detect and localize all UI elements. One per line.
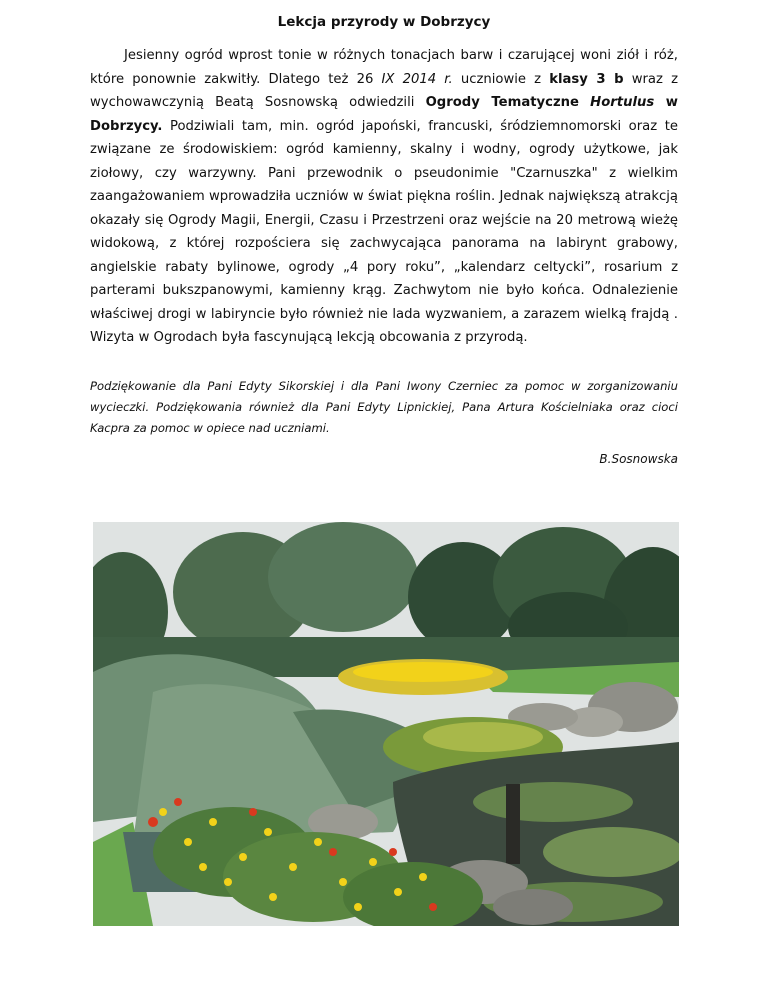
trip-date: IX 2014 r.: [381, 71, 453, 87]
document-title: Lekcja przyrody w Dobrzycy: [277, 14, 491, 30]
text-run: Jesienny ogród wprost tonie w różnych tonacjach barw i czarującej woni ziół i róż, które ponownie zakwitły. Dlatego też 26: [90, 48, 678, 87]
class-name: klasy 3 b: [549, 71, 624, 87]
text-run: [579, 95, 590, 110]
article-body: [90, 44, 678, 350]
author-signature: B.Sosnowska: [599, 452, 678, 466]
location-name: w Dobrzycy.: [90, 95, 678, 134]
text-run: Podziwiali tam, min. ogród japoński, francuski, śródziemnomorski oraz te związane ze środowiskiem: ogród kamienny, skalny i wodny, ogrody użytkowe, jak ziołowy, czy warzywny. Pani przewodnik o pseudonimie "Czarnuszka" z wielkim zaangażowaniem wprowadziła uczniów w świat piękna roślin. Jednak największą atrakcją okazały się Ogrody Magii, Energii, Czasu i Przestrzeni oraz wejście na 20 metrową wieżę widokową, z której rozpościera się zachwycająca panorama na labirynt grabowy, angielskie rabaty bylinowe, ogrody „4 pory roku”, „kalendarz celtycki”, rosarium z parterami bukszpanowymi, kamienny krąg. Zachwytom nie było końca. Odnalezienie właściwej drogi w labiryncie było również nie lada wyzwaniem, a zarazem wielką frajdą . Wizyta w Ogrodach była fascynującą lekcją obcowania z przyrodą.: [90, 118, 678, 345]
gardens-name: Ogrody Tematyczne: [425, 95, 579, 110]
text-run: wraz z wychowawczynią Beatą Sosnowską odwiedzili: [90, 71, 678, 110]
garden-photo: [93, 522, 679, 926]
article-paragraph: [90, 44, 678, 350]
text-run: uczniowie z: [452, 71, 550, 87]
hortulus-name: Hortulus: [590, 95, 655, 110]
acknowledgements: Podziękowanie dla Pani Edyty Sikorskiej i dla Pani Iwony Czerniec za pomoc w zorganizowaniu wycieczki. Podziękowania również dla Pani Edyty Lipnickiej, Pana Artura Kościelniaka oraz cioci Kacpra za pomoc w opiece nad uczniami.: [90, 379, 678, 435]
